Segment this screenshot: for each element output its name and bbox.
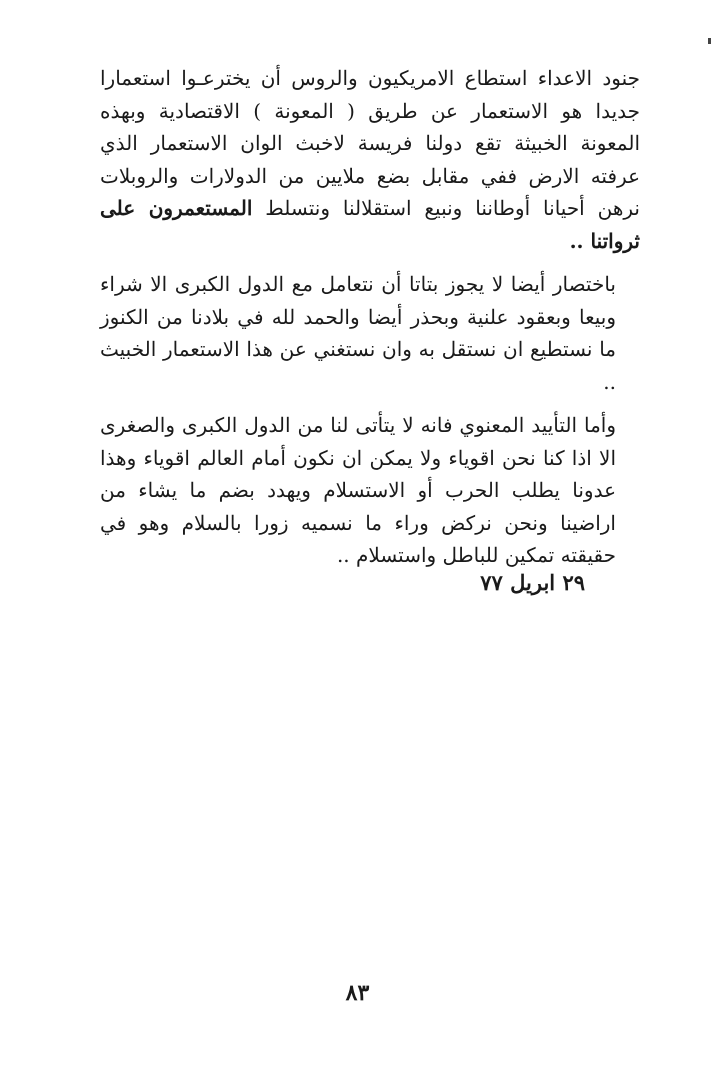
paragraph-1-line-5: والروبلات نرهن أحيانا أوطاننا ونبيع استقلالنا ونتسلط: [100, 163, 641, 220]
paragraph-3-line-1: وأما التأييد المعنوي فانه لا يتأتى لنا من الدول الكبرى: [181, 413, 616, 437]
paragraph-3-line-5: وهو في حقيقته تمكين للباطل واستسلام ..: [100, 510, 616, 567]
body-text: [100, 62, 640, 572]
paragraph-3: [100, 409, 640, 572]
paragraph-1-line-3: وبهذه المعونة الخبيثة تقع دولنا فريسة لاخبث الوان الاستعمار: [100, 98, 640, 155]
paragraph-1-bold-ending: المستعمرون على ثرواتنا ..: [100, 196, 640, 253]
paragraph-3-line-4: يشاء من اراضينا ونحن نركض وراء ما نسميه زورا بالسلام: [100, 478, 616, 535]
paragraph-2-line-3: في بلادنا من الكنوز ما نستطيع ان نستقل به وان نستغني: [100, 304, 617, 361]
paragraph-1: [100, 62, 640, 257]
paragraph-1-line-4: الذي عرفته الارض ففي مقابل بضع ملايين من الدولارات: [100, 131, 640, 188]
paragraph-2: [100, 268, 640, 398]
paragraph-2-line-1: باختصار أيضا لا يجوز بتاتا أن نتعامل مع الدول: [237, 272, 616, 296]
date-signature: ٢٩ ابريل ٧٧: [480, 570, 585, 595]
paragraph-2-line-2: الكبرى الا شراء وبيعا وبعقود علنية وبحذر أيضا والحمد لله: [100, 272, 617, 329]
paragraph-3-line-2: والصغرى الا اذا كنا نحن اقوياء ولا يمكن ان نكون أمام العالم: [100, 413, 616, 470]
paragraph-2-line-4: عن هذا الاستعمار الخبيث ..: [100, 337, 616, 394]
scan-edge-mark: [708, 38, 711, 44]
paragraph-3-line-3: اقوياء وهذا عدونا يطلب الحرب أو الاستسلام ويهدد بضم ما: [100, 445, 617, 502]
paragraph-1-line-1: جنود الاعداء استطاع الامريكيون والروس أن يخترعـوا: [181, 66, 641, 90]
page-number: ٨٣: [345, 980, 370, 1006]
paragraph-1-line-2: استعمارا جديدا هو الاستعمار عن طريق ( المعونة ) الاقتصادية: [100, 66, 641, 123]
